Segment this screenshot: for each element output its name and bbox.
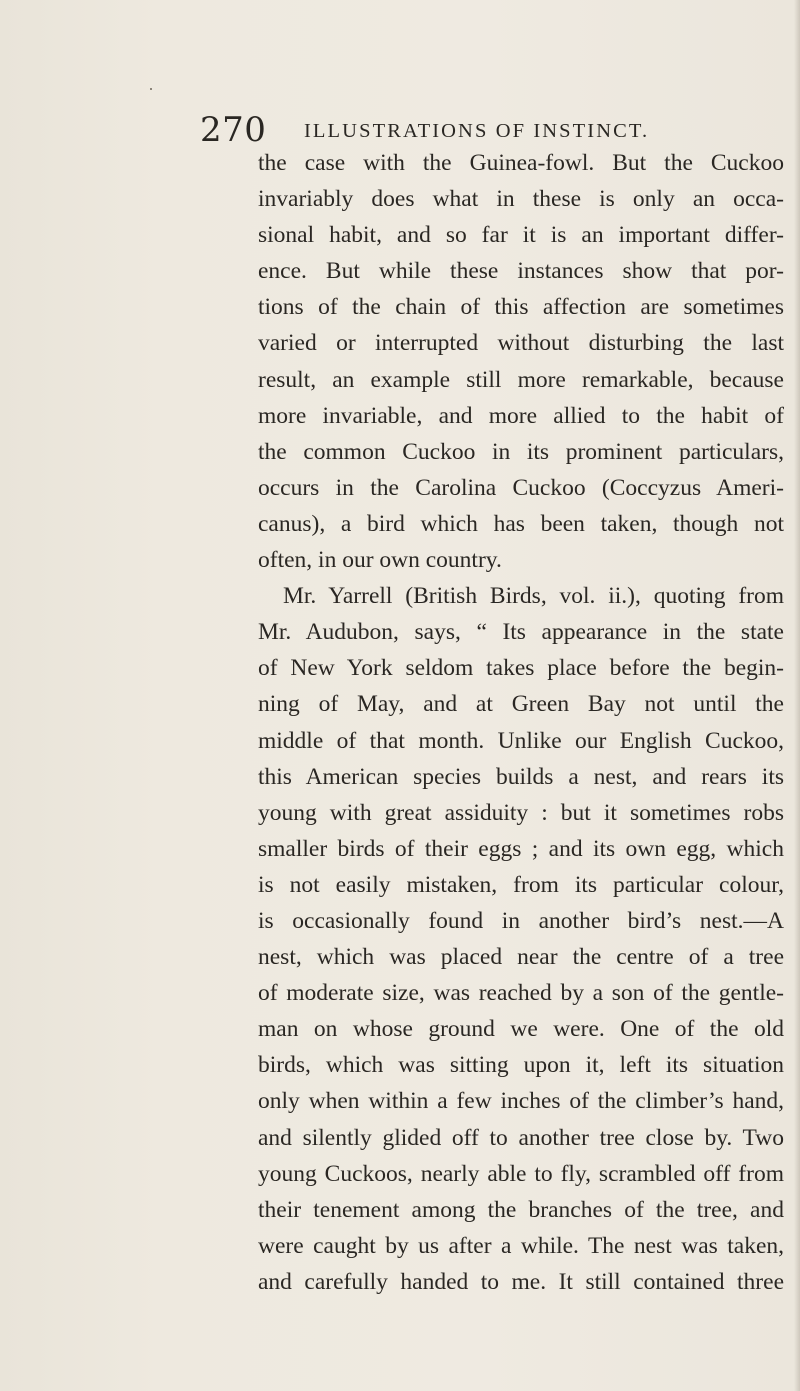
text-line: ning of May, and at Green Bay not until the [258, 691, 784, 718]
text-line: their tenement among the branches of the tree, and [258, 1196, 784, 1223]
text-line: were caught by us after a while. The nest was taken, [258, 1232, 784, 1259]
text-line: smaller birds of their eggs ; and its own egg, which [258, 835, 784, 862]
text-line: young with great assiduity : but it sometimes robs [258, 799, 784, 826]
text-line: of New York seldom takes place before the begin- [258, 655, 784, 682]
text-line: tions of the chain of this affection are sometimes [258, 294, 784, 321]
text-line: this American species builds a nest, and rears its [258, 763, 784, 790]
text-line: man on whose ground we were. One of the old [258, 1016, 784, 1043]
text-line: varied or interrupted without disturbing the last [258, 330, 784, 357]
text-line: result, an example still more remarkable, because [258, 366, 784, 393]
text-line: more invariable, and more allied to the habit of [258, 402, 784, 429]
text-line: Mr. Yarrell (British Birds, vol. ii.), quoting from [283, 583, 784, 610]
text-line: invariably does what in these is only an occa- [258, 186, 784, 213]
text-line: the case with the Guinea-fowl. But the Cuckoo [258, 150, 784, 176]
page-edge-shadow [794, 0, 800, 1391]
text-line: often, in our own country. [258, 547, 502, 574]
text-line: of moderate size, was reached by a son of the gentle- [258, 980, 784, 1007]
body-text [258, 145, 784, 1300]
text-line: only when within a few inches of the climber’s hand, [258, 1088, 784, 1115]
text-line: nest, which was placed near the centre of a tree [258, 944, 784, 971]
text-line: occurs in the Carolina Cuckoo (Coccyzus Ameri- [258, 474, 784, 501]
page-number: 270 [200, 110, 267, 150]
text-line: ence. But while these instances show that por- [258, 258, 784, 285]
text-line: and silently glided off to another tree close by. Two [258, 1124, 784, 1151]
running-head [200, 110, 760, 150]
text-line: canus), a bird which has been taken, though not [258, 510, 784, 537]
text-line: birds, which was sitting upon it, left its situation [258, 1052, 784, 1079]
text-line: and carefully handed to me. It still contained three [258, 1268, 784, 1295]
text-line: Mr. Audubon, says, “ Its appearance in the state [258, 619, 784, 646]
text-line: is not easily mistaken, from its particular colour, [258, 871, 784, 898]
text-line: middle of that month. Unlike our English Cuckoo, [258, 727, 784, 754]
text-line: the common Cuckoo in its prominent particulars, [258, 438, 784, 465]
paper-speck [150, 88, 152, 90]
running-title: ILLUSTRATIONS OF INSTINCT. [304, 120, 650, 142]
text-line: is occasionally found in another bird’s nest.—A [258, 907, 784, 934]
text-line: sional habit, and so far it is an important differ- [258, 222, 784, 249]
text-line: young Cuckoos, nearly able to fly, scrambled off from [258, 1160, 784, 1187]
